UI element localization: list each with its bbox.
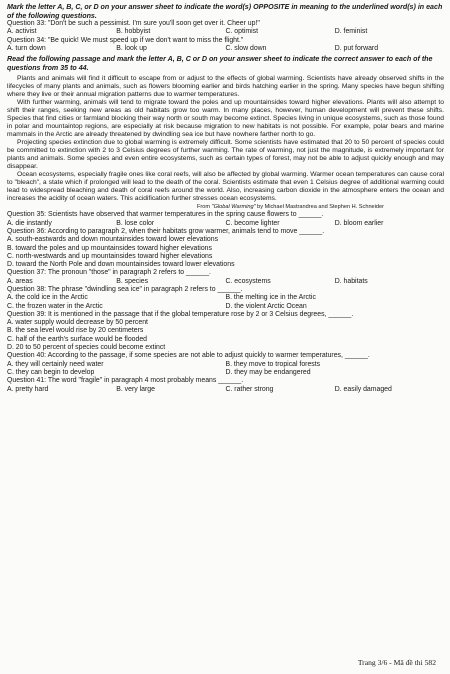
question-40-stem: Question 40: According to the passage, if some species are not able to adjust quickly to warmer temperatures, ______. (7, 352, 370, 360)
option-a[interactable]: A. they will certainly need water (7, 360, 104, 368)
question-34-stem: Question 34: "Be quick! We must speed up if we don't want to miss the flight." (7, 36, 244, 44)
option-b[interactable]: B. species (116, 277, 149, 285)
question-35-options (7, 220, 444, 228)
exam-page (7, 3, 444, 394)
question-40-options-ab (7, 361, 444, 369)
option-a[interactable]: A. pretty hard (7, 385, 49, 393)
option-c[interactable]: C. rather strong (225, 385, 274, 393)
option-a[interactable]: A. activist (7, 28, 37, 36)
source-title: "Global Warming" (211, 204, 256, 211)
option-c[interactable]: C. slow down (225, 45, 267, 53)
option-b[interactable]: B. they move to tropical forests (225, 360, 321, 368)
question-38-options-cd (7, 303, 444, 311)
option-c[interactable]: C. ecosystems (225, 277, 271, 285)
passage-paragraph-1: Plants and animals will find it difficult to escape from or adjust to the effects of global warming. Scientists have already observed shifts in the lifecycles of many plants and animals, such as flowers blooming earlier and birds hatching earlier in the spring. Many species have begun shifting where they live or their annual migration patterns due to warmer temperatures. (7, 74, 444, 98)
option-a[interactable]: A. water supply would decrease by 50 percent (7, 319, 148, 327)
option-b[interactable]: B. toward the poles and up mountainsides toward higher elevations (7, 244, 212, 252)
question-36-option-b-row (7, 245, 444, 253)
question-39-option-d-row (7, 344, 444, 352)
question-41-stem: Question 41: The word "fragile" in paragraph 4 most probably means ______. (7, 377, 244, 385)
source-prefix: From (196, 204, 211, 211)
question-37-options (7, 278, 444, 286)
question-36-stem: Question 36: According to paragraph 2, when their habitats grow warmer, animals tend to move ______. (7, 227, 325, 235)
option-b[interactable]: B. lose color (116, 219, 155, 227)
option-c[interactable]: C. become lighter (225, 219, 280, 227)
option-b[interactable]: B. the sea level would rise by 20 centimeters (7, 327, 144, 335)
option-d[interactable]: D. 20 to 50 percent of species could become extinct (7, 344, 166, 352)
option-d[interactable]: D. feminist (334, 28, 368, 36)
option-d[interactable]: D. bloom earlier (334, 219, 384, 227)
option-d[interactable]: D. the violent Arctic Ocean (225, 302, 307, 310)
option-a[interactable]: A. die instantly (7, 219, 52, 227)
passage-paragraph-4: Ocean ecosystems, especially fragile ones like coral reefs, will also be affected by global warming. Warmer ocean temperatures can cause coral to "bleach", a state which if prolonged will lead to the death of the coral. Scientists estimate that even 1 Celsius degree of additional warming could lead to widespread bleaching and death of coral reefs around the world. Also, increasing carbon dioxide in the atmosphere enters the ocean and increases the acidity of ocean waters. This acidification further stresses ocean ecosystems. (7, 171, 444, 203)
option-c[interactable]: C. they can begin to develop (7, 368, 95, 376)
option-a[interactable]: A. turn down (7, 45, 46, 53)
option-c[interactable]: C. the frozen water in the Arctic (7, 302, 103, 310)
option-b[interactable]: B. very large (116, 385, 155, 393)
passage-paragraph-3: Projecting species extinction due to global warming is extremely difficult. Some scientists have estimated that 20 to 50 percent of species could be committed to extinction with 2 to 3 Celsius degrees of further warming. The rate of warming, not just the magnitude, is extremely important for plants and animals. Some species and even entire ecosystems, such as certain types of forest, may not be able to adjust quickly enough and may disappear. (7, 138, 444, 171)
question-39-option-b-row (7, 327, 444, 335)
option-b[interactable]: B. look up (116, 45, 147, 53)
question-38-options-ab (7, 294, 444, 302)
question-39-option-c-row (7, 336, 444, 344)
source-authors: by Michael Mastrandrea and Stephen H. Schneider (257, 204, 384, 211)
question-38-stem: Question 38: The phrase "dwindling sea ice" in paragraph 2 refers to ______. (7, 285, 243, 293)
question-36-option-a-row (7, 236, 444, 244)
passage-paragraph-2: With further warming, animals will tend to migrate toward the poles and up mountainsides toward higher elevations. Plants will also attempt to shift their ranges, seeking new areas as old habitats grow too warm. In many places, however, human development will prevent these shifts. Species that find cities or farmland blocking their way north or south may become extinct. Species living in unique ecosystems, such as those found in polar and mountaintop regions, are especially at risk because migration to new habitats is not possible. For example, polar bears and marine mammals in the Arctic are already threatened by dwindling sea ice but have nowhere farther north to go. (7, 98, 444, 138)
question-39-option-a-row (7, 319, 444, 327)
option-d[interactable]: D. habitats (334, 277, 368, 285)
page-footer: Trang 3/6 - Mã đề thi 582 (357, 658, 436, 667)
option-b[interactable]: B. hobbyist (116, 28, 151, 36)
reading-passage (7, 75, 444, 204)
question-36-option-d-row (7, 261, 444, 269)
option-d[interactable]: D. put forward (334, 45, 379, 53)
instructions-reading: Read the following passage and mark the letter A, B, C or D on your answer sheet to indicate the correct answer to each of the questions from 35 to 44. (7, 55, 433, 72)
question-37-stem: Question 37: The pronoun "those" in paragraph 2 refers to ______. (7, 269, 211, 277)
question-41-options (7, 386, 444, 394)
option-c[interactable]: C. optimist (225, 28, 259, 36)
instructions-opposite: Mark the letter A, B, C, or D on your answer sheet to indicate the word(s) OPPOSITE in meaning to the underlined word(s) in each of the following questions. (7, 3, 443, 20)
option-d[interactable]: D. they may be endangered (225, 368, 311, 376)
question-33-stem: Question 33: "Don't be such a pessimist. I'm sure you'll soon get over it. Cheer up!" (7, 20, 260, 28)
option-c[interactable]: C. half of the earth's surface would be flooded (7, 335, 147, 343)
option-d[interactable]: D. toward the North Pole and down mountainsides toward lower elevations (7, 261, 235, 269)
option-a[interactable]: A. south-eastwards and down mountainsides toward lower elevations (7, 236, 219, 244)
option-c[interactable]: C. north-westwards and up mountainsides toward higher elevations (7, 252, 213, 260)
passage-source (7, 203, 444, 211)
option-a[interactable]: A. the cold ice in the Arctic (7, 294, 88, 302)
option-d[interactable]: D. easily damaged (334, 385, 392, 393)
option-b[interactable]: B. the melting ice in the Arctic (225, 294, 316, 302)
option-a[interactable]: A. areas (7, 277, 33, 285)
question-39-stem: Question 39: It is mentioned in the passage that if the global temperature rose by 2 or 3 Celsius degrees, ______. (7, 310, 354, 318)
question-40-options-cd (7, 369, 444, 377)
question-36-option-c-row (7, 253, 444, 261)
question-35-stem: Question 35: Scientists have observed that warmer temperatures in the spring cause flowers to ______. (7, 211, 324, 219)
question-33-options (7, 28, 444, 36)
question-34-options (7, 45, 444, 53)
